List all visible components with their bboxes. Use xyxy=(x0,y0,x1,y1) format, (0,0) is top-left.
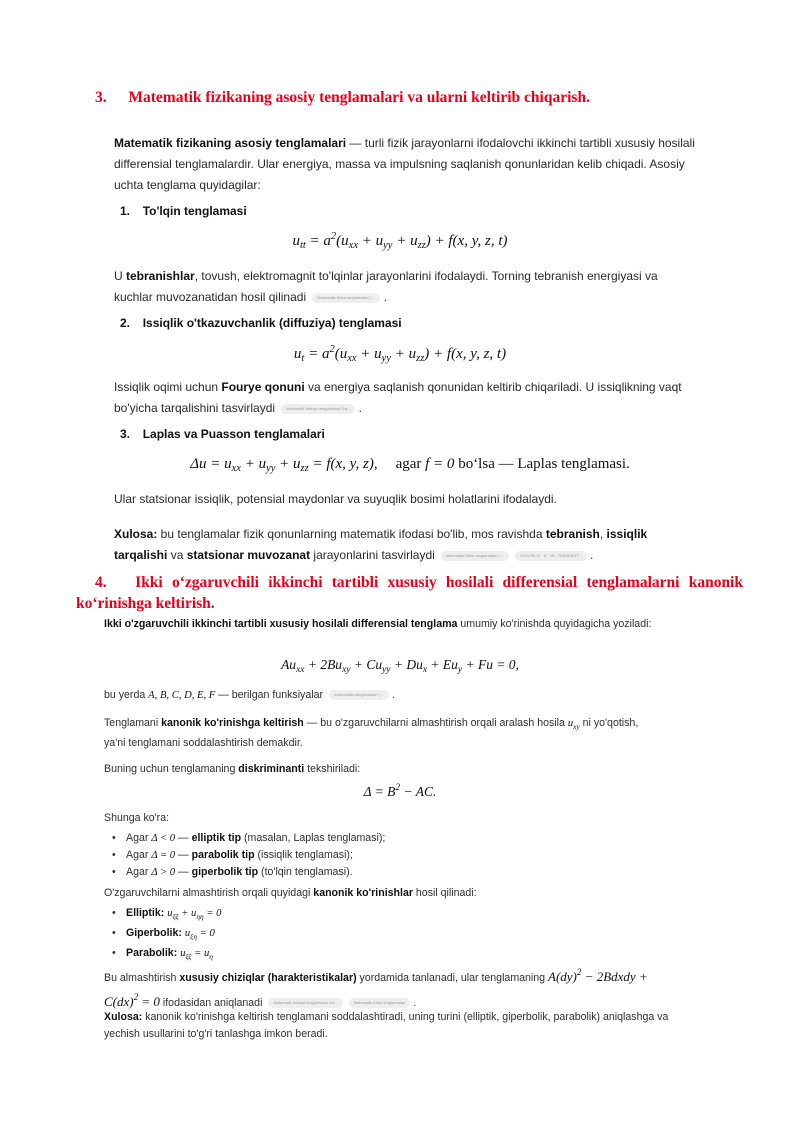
where-clause: bu yerda A, B, C, D, E, F — berilgan funksiyalar matematika tenglamalari | ... . xyxy=(104,689,396,701)
form-parabolic: • Parabolik: $u_{\xi\xi} = u_\eta$ xyxy=(104,945,664,965)
section-3-intro: Matematik fizikaning asosiy tenglamalari — turli fizik jarayonlarni ifodalovchi ikkinchi tartibli xususiy hosilali differensial tenglamalardir. Ular energiya, massa va impulsning saqlanish qonunlaridan kelib chiqadi. Asosiy uchta tenglama quyidagilar: xyxy=(114,136,695,192)
form-hyperbolic: • Giperbolik: $u_{\xi\eta} = 0$ xyxy=(104,925,664,945)
general-equation: $Au_{xx} + 2Bu_{xy} + Cu_{yy} + Du_x + Eu_y + Fu = 0$, xyxy=(281,657,519,675)
heat-equation: $u_t = a^2(u_{xx} + u_{yy} + u_{zz}) + f(x$, y, z, t) xyxy=(293,344,507,364)
characteristics-paragraph: Bu almashtirish xususiy chiziqlar (harakteristikalar) yordamida tanlanadi, ular tenglamaning A(dy)$^2$ − 2Bdxdy + C(dx)$^2$ = 0 ifodasidan aniqlanadi Matematik fizikasi tenglamalari Ga... Matematik fizika tenglamalari . xyxy=(104,967,648,1009)
item-2-heading: 2. Issiqlik o'tkazuvchanlik (diffuziya) tenglamasi xyxy=(120,316,402,330)
discriminant-intro: Buning uchun tenglamaning diskriminanti tekshiriladi: xyxy=(104,763,361,775)
section-4-title: Ikki o‘zgaruvchili ikkinchi tartibli xususiy hosilali differensial tenglamalarni kanonik ko‘rinishga keltirish. xyxy=(76,574,743,612)
section-4-conclusion: Xulosa: kanonik ko'rinishga keltirish tenglamani soddalashtiradi, uning turini (elliptik, giperbolik, parabolik) aniqlashga va yechish usullarini to'g'ri tanlashga imkon beradi. xyxy=(104,1011,669,1040)
section-4-number: 4. xyxy=(95,574,107,591)
case-elliptic: • Agar Δ < 0 — elliptik tip (masalan, Laplas tenglamasi); xyxy=(104,830,664,847)
item-3-heading: 3. Laplas va Puasson tenglamalari xyxy=(120,427,325,441)
citation-chip[interactable]: Matematik fizikasi tenglamalari Ga... xyxy=(281,404,355,414)
item-1-description: U tebranishlar, tovush, elektromagnit to'lqinlar jarayonlarini ifodalaydi. Torning tebranish energiyasi va kuchlar muvozanatidan hosil qilinadi Matematik fizika tenglamalari | ... . xyxy=(114,269,658,304)
citation-chip[interactable]: matematika tenglamalari | ... xyxy=(329,690,389,700)
citation-chip[interactable]: Matematik fizikasi tenglamalari Ga... xyxy=(268,998,342,1008)
citation-chip[interactable]: Matematik fizika tenglamalari | ... xyxy=(441,551,509,561)
canonical-definition: Tenglamani kanonik ko'rinishga keltirish — bu o'zgaruvchilarni almashtirish orqali aralash hosila $u_{xy}$ ni yo'qotish, ya'ni tenglamani soddalashtirish demakdir. xyxy=(104,717,639,749)
section-3-title: Matematik fizikaning asosiy tenglamalari va ularni keltirib chiqarish. xyxy=(128,89,590,106)
wave-equation: $u_{tt} = a^2(u_{xx} + u_{yy} + u_{zz}) + f(x$, y, z, t) xyxy=(292,231,508,251)
canonical-forms-list xyxy=(104,905,664,965)
item-1-heading: 1. To'lqin tenglamasi xyxy=(120,204,247,218)
therefore-label: Shunga ko'ra: xyxy=(104,812,170,824)
form-elliptic: • Elliptik: $u_{\xi\xi} + u_{\eta\eta} = 0$ xyxy=(104,905,664,925)
section-3-heading xyxy=(95,89,735,107)
citation-chip[interactable]: 2024-05-12 · 8 · 45 · TASHKENT... xyxy=(515,551,587,561)
section-4-intro: Ikki o'zgaruvchili ikkinchi tartibli xususiy hosilali differensial tenglama umumiy ko'rinishda quyidagicha yoziladi: xyxy=(104,618,652,630)
citation-chip[interactable]: Matematik fizika tenglamalari | ... xyxy=(312,293,380,303)
citation-chip[interactable]: Matematik fizika tenglamalari xyxy=(349,998,411,1008)
section-3-conclusion: Xulosa: bu tenglamalar fizik qonunlarning matematik ifodasi bo'lib, mos ravishda tebranish, issiqlik tarqalishi va statsionar muvozanat jarayonlarini tasvirlaydi Matematik fizika tenglamalari | ... 2024-05-12 · 8 · 45 · TASHKENT... . xyxy=(114,527,648,562)
item-3-description: Ular statsionar issiqlik, potensial maydonlar va suyuqlik bosimi holatlarini ifodalaydi. xyxy=(114,492,557,506)
section-4-heading xyxy=(76,572,743,614)
case-parabolic: • Agar Δ = 0 — parabolik tip (issiqlik tenglamasi); xyxy=(104,847,664,864)
transform-intro: O'zgaruvchilarni almashtirish orqali quyidagi kanonik ko'rinishlar hosil qilinadi: xyxy=(104,887,477,899)
laplace-equation: $\Delta u = u_{xx} + u_{yy} + u_{zz} = f(x$, y, z), agar f = 0 bo‘lsa — Laplas tenglamasi. xyxy=(190,456,630,474)
section-3-number: 3. xyxy=(95,89,107,106)
item-2-description: Issiqlik oqimi uchun Fourye qonuni va energiya saqlanish qonunidan keltirib chiqariladi. U issiqlikning vaqt bo'yicha tarqalishini tasvirlaydi Matematik fizikasi tenglamalari Ga... . xyxy=(114,380,682,415)
type-cases-list xyxy=(104,830,664,881)
discriminant-equation: $\Delta = B^2$ − AC. xyxy=(363,783,437,799)
case-hyperbolic: • Agar Δ > 0 — giperbolik tip (to'lqin tenglamasi). xyxy=(104,864,664,881)
